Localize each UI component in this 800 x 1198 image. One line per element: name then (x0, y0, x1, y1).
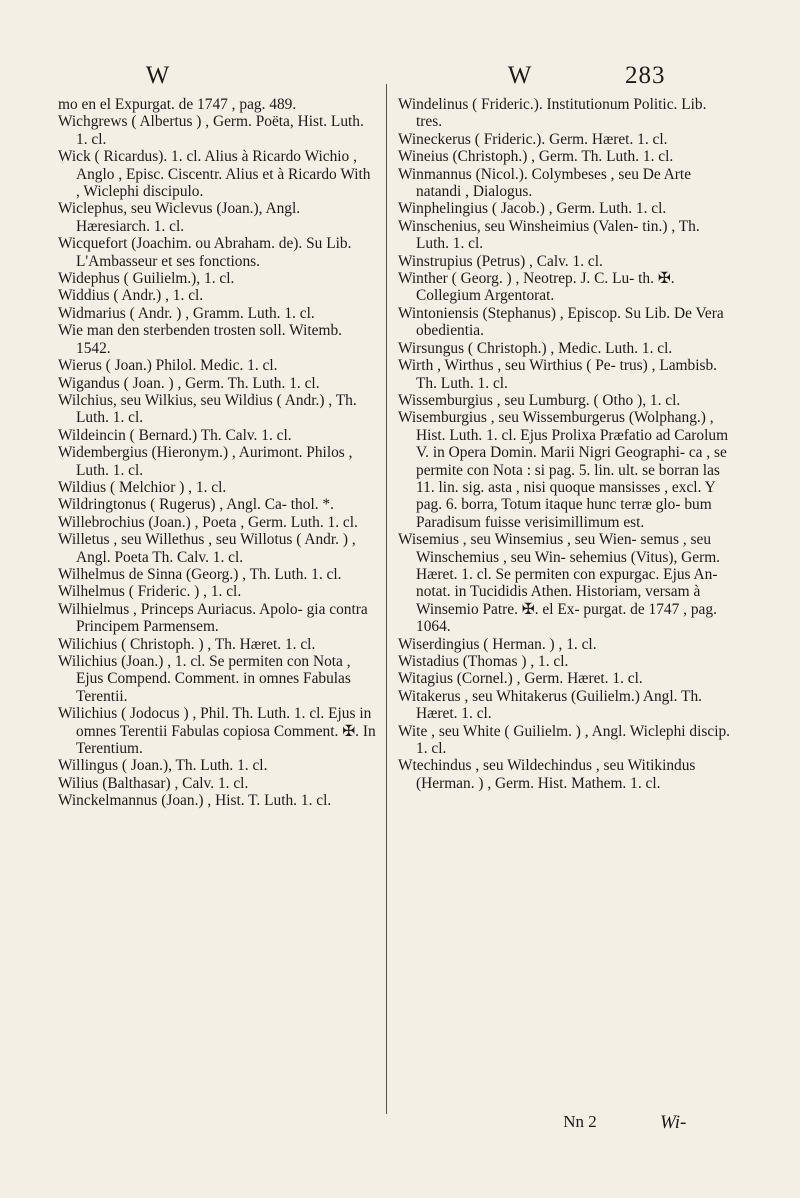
index-entry: Winphelingius ( Jacob.) , Germ. Luth. 1. cl. (398, 200, 667, 218)
index-entry: Wilhielmus , Princeps Auriacus. Apolo- gia contra Principem Parmensem. (58, 600, 368, 636)
page-number: 283 (625, 62, 666, 89)
index-entry: Wisemburgius , seu Wissemburgerus (Wolphang.) , Hist. Luth. 1. cl. Ejus Prolixa Præfatio ad Carolum V. in Opera Domin. Marii Nigri Geographi- ca , se permite con Nota : si pag. 5. lin. ult. se borran las 11. lin. sig. asta , nisi quoque mansisses , excl. Y pag. 6. borra, Totum itaque hunc terræ glo- bum Paradisum fuisse verisimillimum est. (398, 409, 729, 531)
running-header (0, 62, 800, 96)
index-entry: Wintoniensis (Stephanus) , Episcop. Su Lib. De Vera obedientia. (398, 304, 724, 340)
index-entry: Wineckerus ( Frideric.). Germ. Hæret. 1. cl. (398, 130, 668, 148)
index-entry: Willetus , seu Willethus , seu Willotus ( Andr. ) , Angl. Poeta Th. Calv. 1. cl. (58, 531, 356, 566)
index-entry: Willingus ( Joan.), Th. Luth. 1. cl. (58, 757, 268, 775)
index-entry: Widdius ( Andr.) , 1. cl. (58, 287, 204, 305)
index-entry: mo en el Expurgat. de 1747 , pag. 489. (58, 96, 297, 113)
signature-mark: Nn 2 (563, 1112, 597, 1131)
index-entry: Wilchius, seu Wilkius, seu Wildius ( Andr.) , Th. Luth. 1. cl. (58, 391, 357, 427)
index-entry: Wildringtonus ( Rugerus) , Angl. Ca- thol. *. (58, 496, 334, 514)
right-column (398, 96, 733, 792)
index-entry: Wilius (Balthasar) , Calv. 1. cl. (58, 774, 249, 792)
index-entry: Willebrochius (Joan.) , Poeta , Germ. Luth. 1. cl. (58, 513, 358, 531)
index-entry: Winther ( Georg. ) , Neotrep. J. C. Lu- th. ✠. Collegium Argentorat. (398, 270, 675, 305)
index-entry: Winschenius, seu Winsheimius (Valen- tin.) , Th. Luth. 1. cl. (398, 217, 700, 253)
index-entry: Wichgrews ( Albertus ) , Germ. Poëta, Hist. Luth. 1. cl. (58, 113, 364, 148)
header-right-letter: W (507, 62, 533, 89)
index-entry: Winckelmannus (Joan.) , Hist. T. Luth. 1. cl. (58, 792, 332, 810)
index-entry: Wineius (Christoph.) , Germ. Th. Luth. 1. cl. (398, 148, 674, 166)
index-entry: Widembergius (Hieronym.) , Aurimont. Philos , Luth. 1. cl. (58, 444, 353, 479)
index-entry: Wirsungus ( Christoph.) , Medic. Luth. 1. cl. (398, 339, 673, 357)
index-entry: Wilichius ( Jodocus ) , Phil. Th. Luth. 1. cl. Ejus in omnes Terentii Fabulas copiosa Comment. ✠. In Terentium. (58, 705, 376, 758)
index-entry: Wirth , Wirthus , seu Wirthius ( Pe- trus) , Lambisb. Th. Luth. 1. cl. (398, 357, 718, 392)
index-entry: Wtechindus , seu Wildechindus , seu Witikindus (Herman. ) , Germ. Hist. Mathem. 1. cl. (398, 757, 696, 792)
index-entry: Wigandus ( Joan. ) , Germ. Th. Luth. 1. cl. (58, 374, 320, 392)
index-entry: Wilichius (Joan.) , 1. cl. Se permiten con Nota , Ejus Compend. Comment. in omnes Fabulas Terentii. (58, 653, 351, 705)
column-divider (386, 84, 387, 1114)
index-entry: Widmarius ( Andr. ) , Gramm. Luth. 1. cl. (58, 304, 315, 322)
index-entry: Witagius (Cornel.) , Germ. Hæret. 1. cl. (398, 670, 643, 688)
index-entry: Wildius ( Melchior ) , 1. cl. (58, 478, 227, 496)
index-entry: Winmannus (Nicol.). Colymbeses , seu De Arte natandi , Dialogus. (398, 165, 692, 201)
index-entry: Wilichius ( Christoph. ) , Th. Hæret. 1. cl. (58, 635, 316, 653)
header-left-letter: W (145, 62, 171, 89)
index-entry: Wiclephus, seu Wiclevus (Joan.), Angl. Hæresiarch. 1. cl. (58, 200, 301, 235)
index-entry: Wildeincin ( Bernard.) Th. Calv. 1. cl. (58, 426, 292, 444)
index-entry: Wick ( Ricardus). 1. cl. Alius à Ricardo Wichio , Anglo , Episc. Ciscentr. Alius et à Ricardo With , Wiclephi discipulo. (58, 148, 371, 201)
index-entry: Wistadius (Thomas ) , 1. cl. (398, 653, 569, 670)
index-entry: Witakerus , seu Whitakerus (Guilielm.) Angl. Th. Hæret. 1. cl. (398, 687, 703, 723)
index-entry: Wierus ( Joan.) Philol. Medic. 1. cl. (58, 357, 278, 375)
catchword: Wi- (660, 1112, 687, 1133)
index-entry: Wite , seu White ( Guilielm. ) , Angl. Wiclephi discip. 1. cl. (398, 722, 731, 758)
index-entry: Wisemius , seu Winsemius , seu Wien- semus , seu Winschemius , seu Win- sehemius (Vitus), Germ. Hæret. 1. cl. Se permiten con expurgac. Ejus An- notat. in Tucididis Athen. Historiam, versam à Winsemio Patre. ✠. el Ex- purgat. de 1747 , pag. 1064. (398, 531, 721, 636)
index-entry: Wicquefort (Joachim. ou Abraham. de). Su Lib. L'Ambasseur et ses fonctions. (58, 235, 352, 270)
index-entry: Wilhelmus ( Frideric. ) , 1. cl. (58, 583, 242, 601)
left-column (58, 96, 376, 810)
index-entry: Wissemburgius , seu Lumburg. ( Otho ), 1. cl. (398, 391, 681, 409)
index-entry: Wie man den sterbenden trosten soll. Witemb. 1542. (58, 322, 342, 357)
index-entry: Wiserdingius ( Herman. ) , 1. cl. (398, 635, 597, 653)
index-entry: Winstrupius (Petrus) , Calv. 1. cl. (398, 252, 603, 270)
index-entry: Widephus ( Guilielm.), 1. cl. (58, 270, 235, 288)
index-entry: Windelinus ( Frideric.). Institutionum Politic. Lib. tres. (398, 96, 707, 131)
index-entry: Wilhelmus de Sinna (Georg.) , Th. Luth. 1. cl. (58, 565, 342, 583)
